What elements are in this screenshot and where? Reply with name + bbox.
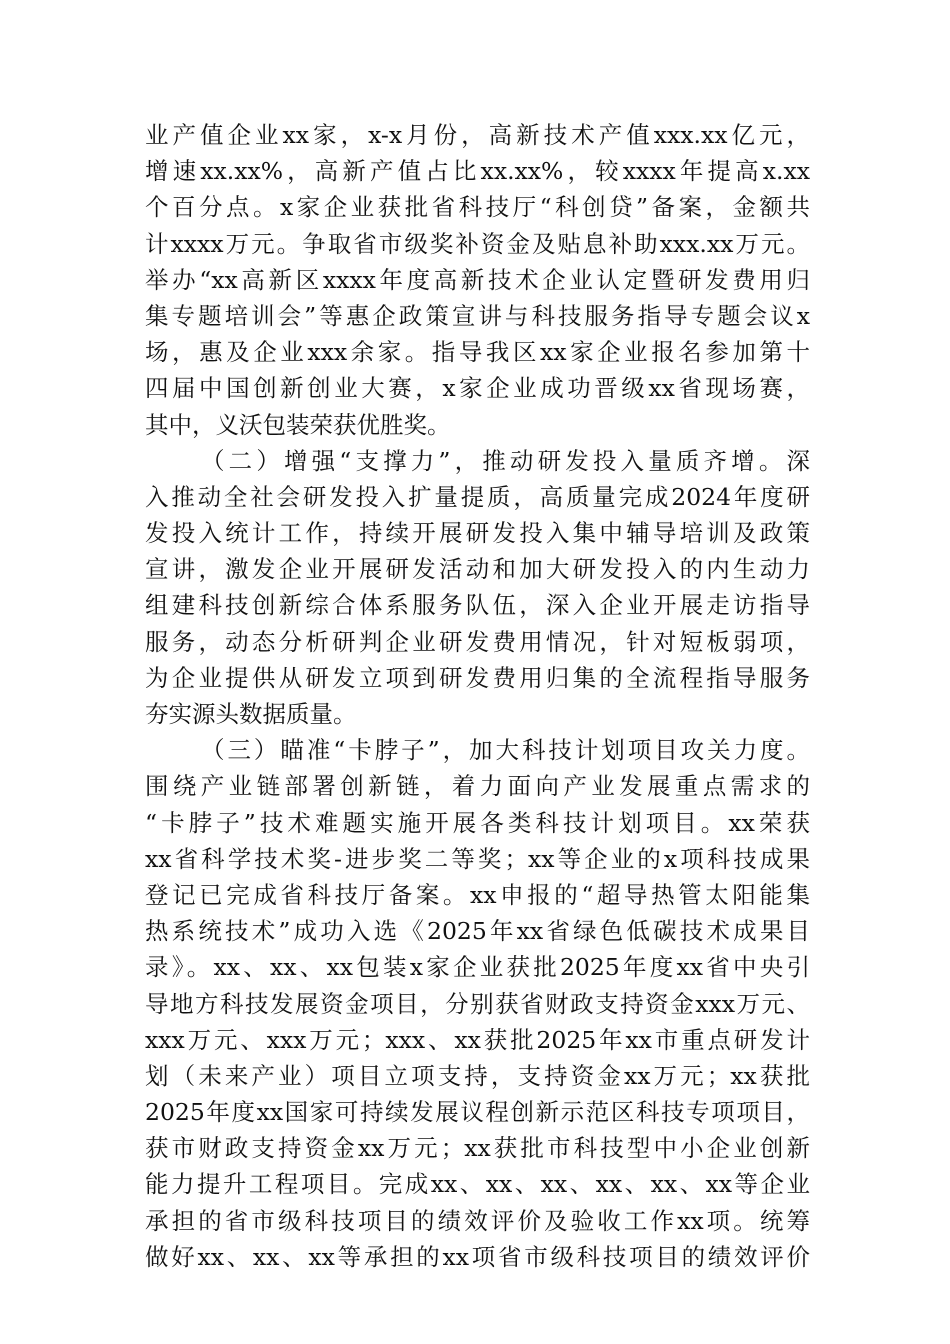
text-line: 组建科技创新综合体系服务队伍，深入企业开展走访指导 — [145, 591, 810, 620]
text-line: 做好xx、xx、xx等承担的xx项省市级科技项目的绩效评价 — [145, 1242, 810, 1271]
text-line: 场，惠及企业xxx余家。指导我区xx家企业报名参加第十 — [145, 338, 810, 367]
text-line: xxx万元、xxx万元；xxx、xx获批2025年xx市重点研发计 — [145, 1025, 810, 1054]
text-line: 为企业提供从研发立项到研发费用归集的全流程指导服务 — [145, 663, 810, 692]
text-line: 划（未来产业）项目立项支持，支持资金xx万元；xx获批 — [145, 1061, 810, 1090]
text-line: （三）瞄准“卡脖子”，加大科技计划项目攻关力度。 — [201, 736, 810, 765]
text-line: 宣讲，激发企业开展研发活动和加大研发投入的内生动力 — [145, 555, 810, 584]
text-line: 夯实源头数据质量。 — [145, 700, 357, 728]
text-line: “卡脖子”技术难题实施开展各类科技计划项目。xx荣获 — [145, 808, 810, 837]
text-line: 个百分点。x家企业获批省科技厅“科创贷”备案，金额共 — [145, 193, 810, 222]
text-line: 能力提升工程项目。完成xx、xx、xx、xx、xx、xx等企业 — [145, 1170, 810, 1199]
text-line: 计xxxx万元。争取省市级奖补资金及贴息补助xxx.xx万元。 — [145, 229, 810, 258]
text-line: 围绕产业链部署创新链，着力面向产业发展重点需求的 — [145, 772, 810, 801]
text-line: 其中，义沃包装荣获优胜奖。 — [145, 410, 451, 439]
text-line: 2025年度xx国家可持续发展议程创新示范区科技专项项目， — [145, 1098, 810, 1127]
text-line: （二）增强“支撑力”，推动研发投入量质齐增。深 — [201, 446, 810, 475]
text-line: 入推动全社会研发投入扩量提质，高质量完成2024年度研 — [145, 482, 810, 511]
text-line: 集专题培训会”等惠企政策宣讲与科技服务指导专题会议x — [145, 301, 810, 330]
text-line: 录》。xx、xx、xx包装x家企业获批2025年度xx省中央引 — [145, 953, 810, 982]
text-line: 发投入统计工作，持续开展研发投入集中辅导培训及政策 — [145, 519, 810, 548]
text-line: 获市财政支持资金xx万元；xx获批市科技型中小企业创新 — [145, 1134, 810, 1163]
text-line: 增速xx.xx%，高新产值占比xx.xx%，较xxxx年提高x.xx — [145, 157, 810, 186]
text-line: 四届中国创新创业大赛，x家企业成功晋级xx省现场赛， — [145, 374, 810, 403]
text-line: 举办“xx高新区xxxx年度高新技术企业认定暨研发费用归 — [145, 265, 810, 294]
text-line: 登记已完成省科技厅备案。xx申报的“超导热管太阳能集 — [145, 880, 810, 909]
text-line: 导地方科技发展资金项目，分别获省财政支持资金xxx万元、 — [145, 989, 810, 1018]
text-line: 业产值企业xx家，x-x月份，高新技术产值xxx.xx亿元， — [145, 121, 810, 149]
text-line: 承担的省市级科技项目的绩效评价及验收工作xx项。统筹 — [145, 1206, 810, 1235]
document-body — [145, 117, 810, 1275]
text-line: 服务，动态分析研判企业研发费用情况，针对短板弱项， — [145, 627, 810, 656]
text-line: 热系统技术”成功入选《2025年xx省绿色低碳技术成果目 — [145, 917, 810, 946]
text-line: xx省科学技术奖-进步奖二等奖；xx等企业的x项科技成果 — [145, 844, 810, 873]
